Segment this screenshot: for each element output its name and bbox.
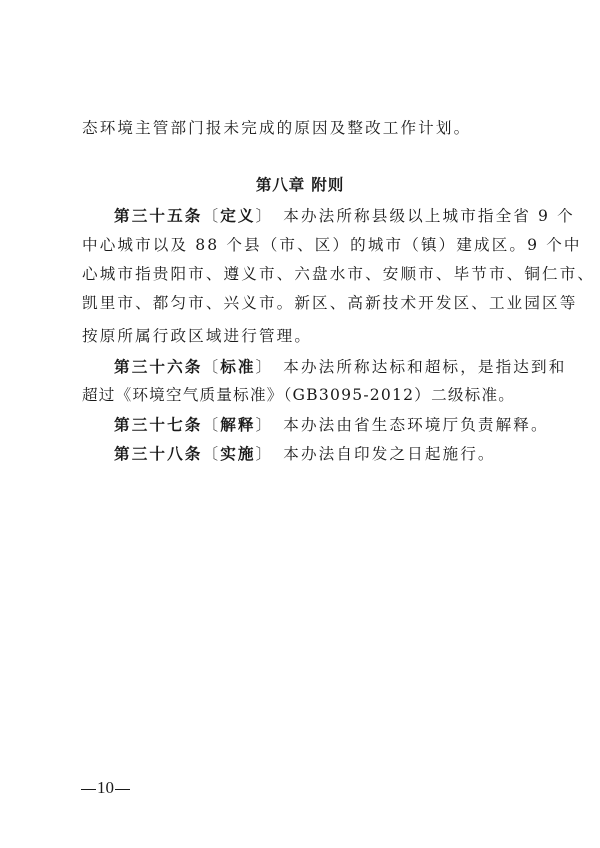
article-38-text: 本办法自印发之日起施行。: [283, 445, 496, 463]
article-36-text: 本办法所称达标和超标，是指达到和: [283, 358, 567, 376]
article-35-text: 本办法所称县级以上城市指全省 9 个: [283, 207, 575, 225]
dash-right: [115, 789, 130, 790]
article-35-number: 第三十五条: [114, 206, 203, 225]
article-36-number: 第三十六条: [114, 357, 203, 376]
chapter-heading: 第八章 附则: [255, 175, 345, 194]
dash-left: [81, 789, 96, 790]
article-36-title: 标准: [220, 357, 256, 376]
continuation-line: 态环境主管部门报未完成的原因及整改工作计划。: [82, 119, 472, 137]
bracket-open: 〔: [202, 445, 221, 463]
article-37-number: 第三十七条: [114, 415, 203, 434]
article-38-title: 实施: [220, 444, 256, 463]
bracket-open: 〔: [202, 358, 221, 376]
article-36-line-1: [114, 357, 567, 377]
article-36-line-2: 超过《环境空气质量标准》（GB3095-2012）二级标准。: [82, 386, 516, 404]
article-35-line-1: [114, 206, 575, 226]
article-38-line-1: [114, 444, 560, 464]
article-35-line-3: 心城市指贵阳市、遵义市、六盘水市、安顺市、毕节市、铜仁市、: [82, 265, 596, 283]
bracket-open: 〔: [202, 207, 221, 225]
article-35-line-5: 按原所属行政区域进行管理。: [82, 327, 313, 345]
article-35-line-2: 中心城市以及 88 个县（市、区）的城市（镇）建成区。9 个中: [82, 236, 582, 254]
article-37-title: 解释: [220, 415, 256, 434]
page-number: 10: [97, 778, 114, 797]
article-38-number: 第三十八条: [114, 444, 203, 463]
page-number-footer: [80, 778, 131, 798]
article-35-title: 定义: [220, 206, 256, 225]
bracket-close: 〕: [255, 207, 274, 225]
article-37-text: 本办法由省生态环境厅负责解释。: [283, 416, 549, 434]
article-37-line-1: [114, 415, 560, 435]
bracket-close: 〕: [255, 416, 274, 434]
article-35-line-4: 凯里市、都匀市、兴义市。新区、高新技术开发区、工业园区等: [82, 294, 578, 312]
bracket-close: 〕: [255, 358, 274, 376]
bracket-close: 〕: [255, 445, 274, 463]
bracket-open: 〔: [202, 416, 221, 434]
